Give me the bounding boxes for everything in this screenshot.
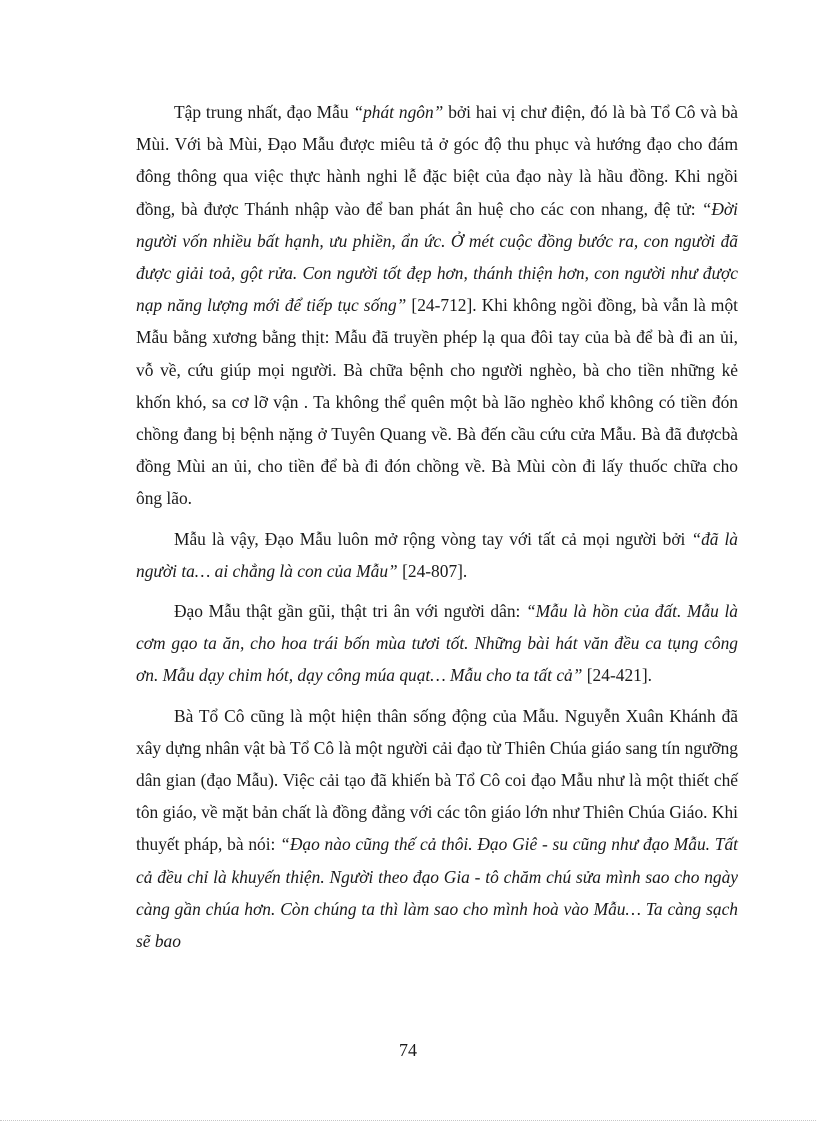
paragraph-4-text: Bà Tổ Cô cũng là một hiện thân sống động của Mẫu. Nguyễn Xuân Khánh đã xây dựng nhân vật bà Tổ Cô là một người cải đạo từ Thiên Chúa giáo sang tín ngưỡng dân gian (đạo Mẫu). Việc cải tạo đã khiến bà Tổ Cô coi đạo Mẫu như là một thiết chế tôn giáo, về mặt bản chất là đồng đẳng với các tôn giáo lớn như Thiên Chúa Giáo. Khi thuyết pháp, bà nói:: [136, 705, 738, 855]
paragraph-3-quote: “Mẫu là hồn của đất. Mẫu là cơm gạo ta ăn, cho hoa trái bốn mùa tươi tốt. Những bài hát văn đều ca tụng công ơn. Mẫu dạy chim hót, dạy công múa quạt… Mẫu cho ta tất cả”: [136, 601, 738, 686]
paragraph-1-quote: “phát ngôn”: [353, 102, 444, 122]
paragraph-4: [136, 700, 738, 958]
page-bottom-border: [0, 1120, 816, 1121]
paragraph-2-text: Mẫu là vậy, Đạo Mẫu luôn mở rộng vòng tay với tất cả mọi người bởi: [174, 528, 692, 549]
paragraph-2-quote: “đã là người ta… ai chẳng là con của Mẫu”: [136, 528, 739, 581]
paragraph-1: [136, 96, 738, 515]
body-text: [136, 96, 738, 965]
page-number: 74: [399, 1040, 417, 1060]
paragraph-1-text: bởi hai vị chư điện, đó là bà Tổ Cô và bà Mùi. Với bà Mùi, Đạo Mẫu được miêu tả ở góc độ thu phục và hướng đạo cho đám đông thông qua việc thực hành nghi lễ đặc biệt của đạo này là hầu đồng. Khi ngồi đồng, bà được Thánh nhập vào để ban phát ân huệ cho các con nhang, đệ tử:: [136, 102, 738, 219]
paragraph-3: [136, 595, 738, 692]
paragraph-3-text: Đạo Mẫu thật gần gũi, thật tri ân với người dân:: [174, 601, 526, 622]
paragraph-4-quote: “Đạo nào cũng thế cả thôi. Đạo Giê - su cũng như đạo Mẫu. Tất cả đều chỉ là khuyến thiện. Người theo đạo Gia - tô chăm chú sửa mình sao cho ngày càng gần chúa hơn. Còn chúng ta thì làm sao cho mình hoà vào Mẫu… Ta càng sạch sẽ bao: [136, 834, 738, 952]
paragraph-3-citation: [24-421].: [582, 665, 652, 686]
paragraph-2-citation: [24-807].: [397, 560, 468, 581]
paragraph-2: [136, 523, 738, 587]
paragraph-1-quote: “Đời người vốn nhiều bất hạnh, ưu phiền, ẩn ức. Ở mét cuộc đồng bước ra, con người đã được giải toả, gột rửa. Con người tốt đẹp hơn, thánh thiện hơn, con người như được nạp năng lượng mới để tiếp tục sống”: [136, 198, 738, 316]
paragraph-1-text: [24-712]. Khi không ngồi đồng, bà vẫn là một Mẫu bằng xương bằng thịt: Mẫu đã truyền phép lạ qua đôi tay của bà để bà đi an ủi, vỗ về, cứu giúp mọi người. Bà chữa bệnh cho người nghèo, bà cho tiền những kẻ khốn khó, sa cơ lỡ vận . Ta không thể quên một bà lão nghèo khổ không có tiền đón chồng đang bị bệnh nặng ở Tuyên Quang về. Bà đến cầu cứu cửa Mẫu. Bà đã đượcbà đồng Mùi an ủi, cho tiền để bà đi đón chồng về. Bà Mùi còn đi lấy thuốc chữa cho ông lão.: [136, 295, 738, 509]
paragraph-1-text: Tập trung nhất, đạo Mẫu: [174, 102, 354, 122]
